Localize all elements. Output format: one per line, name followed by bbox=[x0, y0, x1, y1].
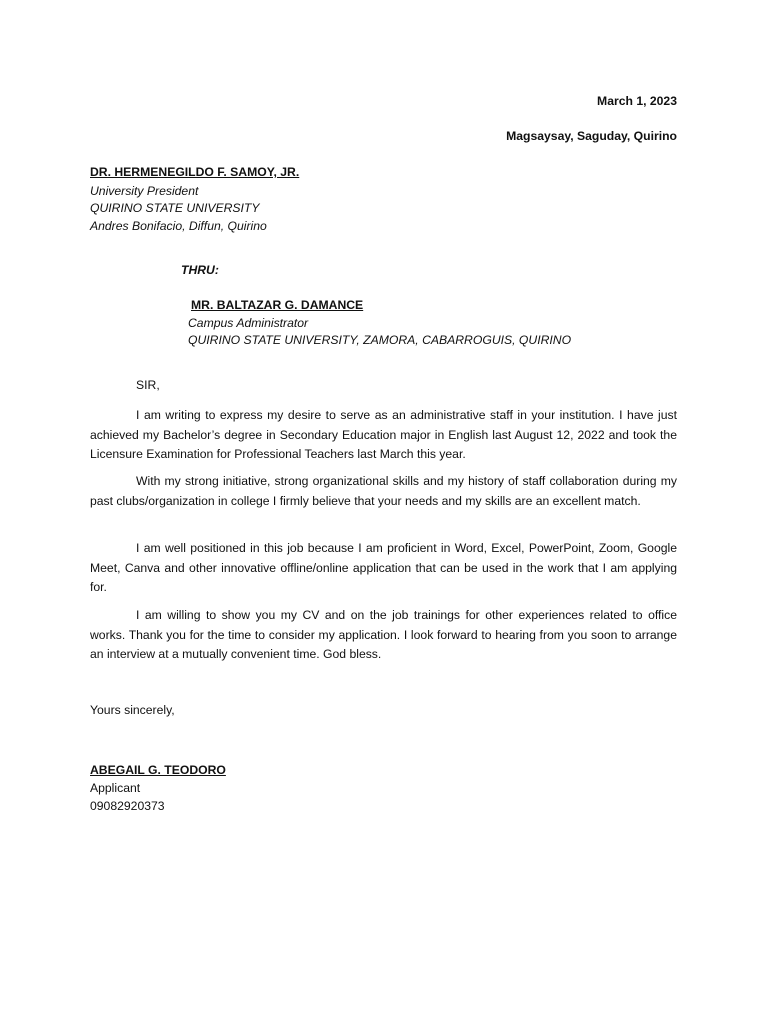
recipient-institution: QUIRINO STATE UNIVERSITY bbox=[90, 201, 260, 215]
signature-role: Applicant bbox=[90, 781, 141, 795]
recipient-title: University President bbox=[90, 183, 199, 198]
signature-name: ABEGAIL G. TEODORO bbox=[90, 763, 226, 777]
body-paragraph-3: I am well positioned in this job because I am proficient in Word, Excel, PowerPoint, Zoom, Google Meet, Canva and other innovative offline/online application that can be used in the work that I am applying for. bbox=[90, 541, 677, 594]
thru-title: Campus Administrator bbox=[188, 315, 309, 330]
salutation: SIR, bbox=[136, 378, 160, 392]
closing: Yours sincerely, bbox=[90, 703, 175, 717]
sender-location: Magsaysay, Saguday, Quirino bbox=[506, 129, 677, 143]
body-paragraph-1: I am writing to express my desire to serve as an administrative staff in your institution. I have just achieved my Bachelor’s degree in Secondary Education major in English last August 12, 2022 and took the Licensure Examination for Professional Teachers last March this year. bbox=[90, 408, 677, 461]
thru-label: THRU: bbox=[181, 263, 219, 277]
recipient-block bbox=[90, 163, 677, 236]
body-paragraph-4: I am willing to show you my CV and on the job trainings for other experiences related to office works. Thank you for the time to consider my application. I look forward to hearing from you soon to arrange an interview at a mutually convenient time. God bless. bbox=[90, 608, 677, 661]
signature-phone: 09082920373 bbox=[90, 799, 165, 813]
recipient-address: Andres Bonifacio, Diffun, Quirino bbox=[90, 218, 267, 233]
recipient-name: DR. HERMENEGILDO F. SAMOY, JR. bbox=[90, 165, 300, 179]
thru-block bbox=[188, 297, 571, 350]
thru-name: MR. BALTAZAR G. DAMANCE bbox=[191, 298, 364, 312]
thru-institution: QUIRINO STATE UNIVERSITY, ZAMORA, CABARROGUIS, QUIRINO bbox=[188, 333, 572, 347]
body-paragraph-2: With my strong initiative, strong organizational skills and my history of staff collaboration during my past clubs/organization in college I firmly believe that your needs and my skills are an excellent match. bbox=[90, 474, 677, 508]
letter-date: March 1, 2023 bbox=[597, 94, 677, 108]
signature-block bbox=[90, 761, 677, 815]
